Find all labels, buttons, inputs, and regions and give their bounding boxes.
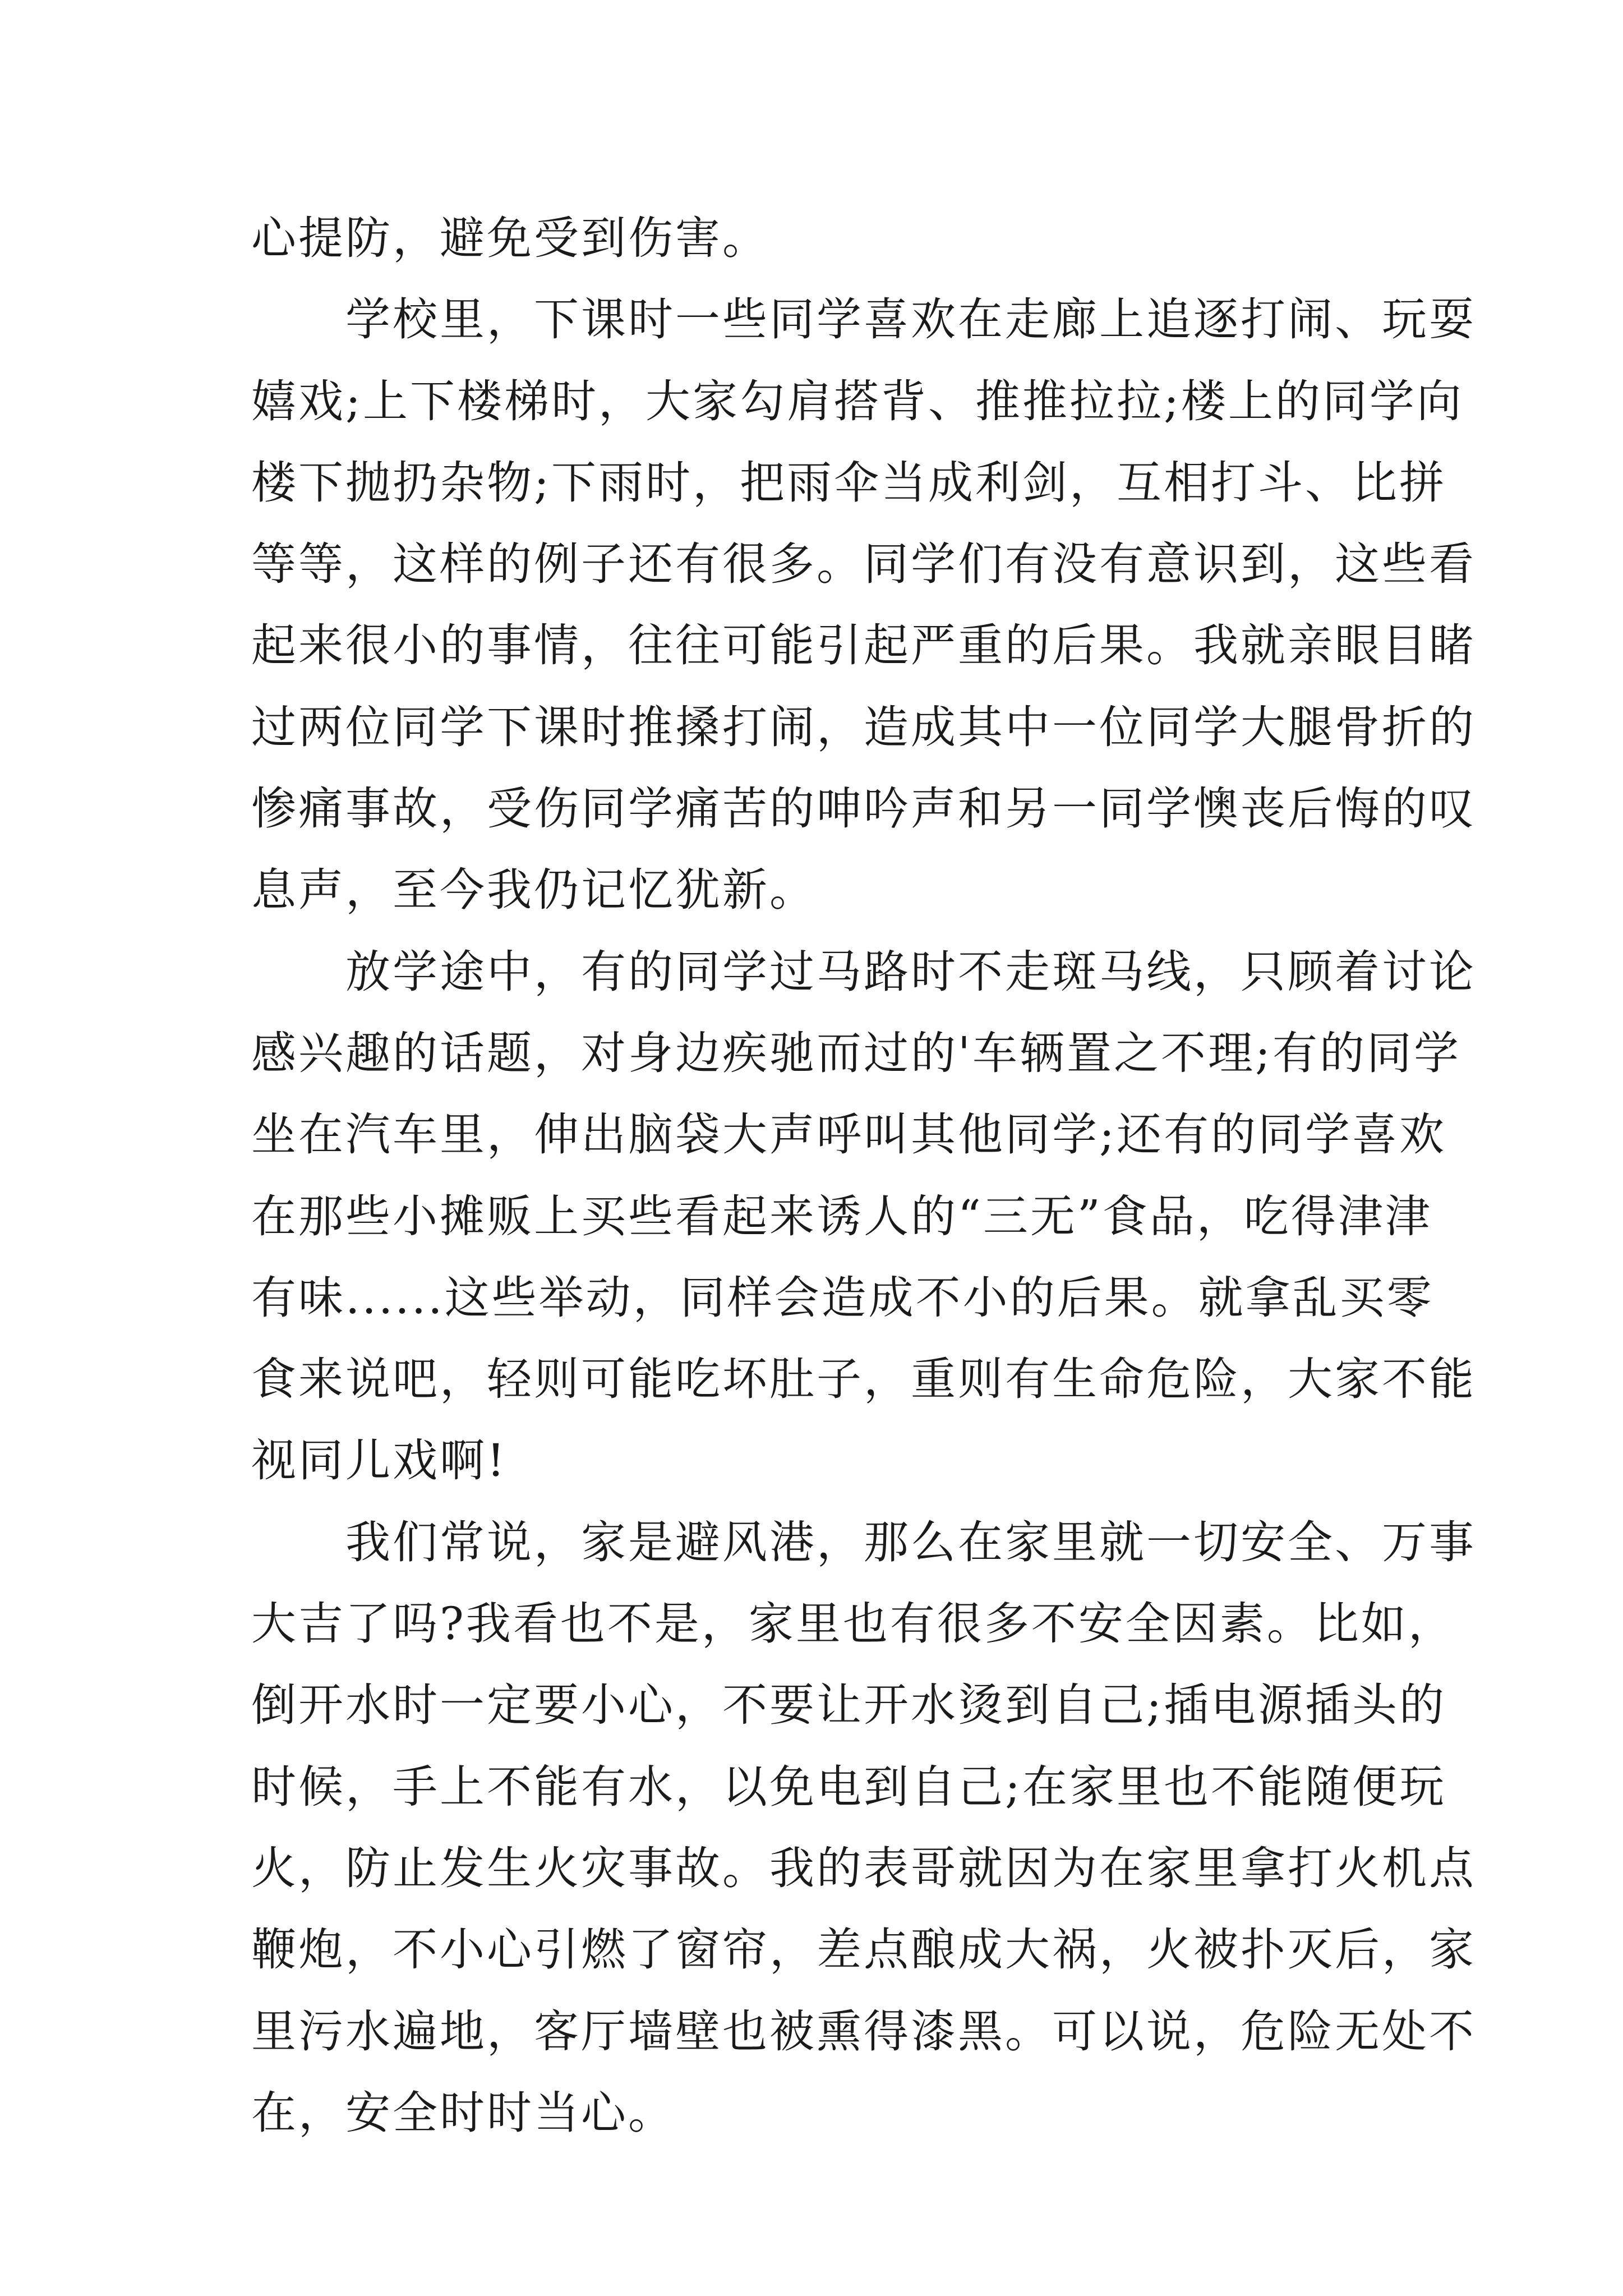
text-line: 楼下抛扔杂物;下雨时，把雨伞当成利剑，互相打斗、比拼 [251,456,1446,509]
text-line: 心提防，避免受到伤害。 [251,212,769,264]
text-line: 有味......这些举动，同样会造成不小的后果。就拿乱买零 [251,1271,1434,1324]
text-line: 等等，这样的例子还有很多。同学们有没有意识到，这些看 [251,538,1476,591]
text-line: 息声，至今我仍记忆犹新。 [251,864,817,917]
body-text [251,197,1476,2154]
text-line: 大吉了吗?我看也不是，家里也有很多不安全因素。比如， [251,1598,1455,1650]
text-line: 惨痛事故，受伤同学痛苦的呻吟声和另一同学懊丧后悔的叹 [251,783,1476,835]
text-line: 时候，手上不能有水，以免电到自己;在家里也不能随便玩 [251,1760,1446,1813]
text-line: 倒开水时一定要小心，不要让开水烫到自己;插电源插头的 [251,1679,1446,1732]
text-line: 坐在汽车里，伸出脑袋大声呼叫其他同学;还有的同学喜欢 [251,1108,1446,1161]
text-line: 我们常说，家是避风港，那么在家里就一切安全、万事 [251,1516,1476,1568]
text-line: 视同儿戏啊! [251,1434,508,1487]
text-line: 嬉戏;上下楼梯时，大家勾肩搭背、推推拉拉;楼上的同学向 [251,375,1464,427]
text-line: 学校里，下课时一些同学喜欢在走廊上追逐打闹、玩耍 [251,293,1476,346]
text-line: 起来很小的事情，往往可能引起严重的后果。我就亲眼目睹 [251,619,1476,672]
text-line: 食来说吧，轻则可能吃坏肚子，重则有生命危险，大家不能 [251,1353,1476,1406]
text-line: 过两位同学下课时推搡打闹，造成其中一位同学大腿骨折的 [251,701,1476,753]
text-line: 里污水遍地，客厅墙壁也被熏得漆黑。可以说，危险无处不 [251,2005,1476,2058]
text-line: 鞭炮，不小心引燃了窗帘，差点酿成大祸，火被扑灭后，家 [251,1924,1476,1976]
text-line: 火，防止发生火灾事故。我的表哥就因为在家里拿打火机点 [251,1842,1476,1894]
text-line: 在，安全时时当心。 [251,2086,675,2139]
text-line: 感兴趣的话题，对身边疾驰而过的'车辆置之不理;有的同学 [251,1027,1461,1079]
text-line: 放学途中，有的同学过马路时不走斑马线，只顾着讨论 [251,945,1476,998]
text-line: 在那些小摊贩上买些看起来诱人的“三无”食品，吃得津津 [251,1190,1432,1243]
